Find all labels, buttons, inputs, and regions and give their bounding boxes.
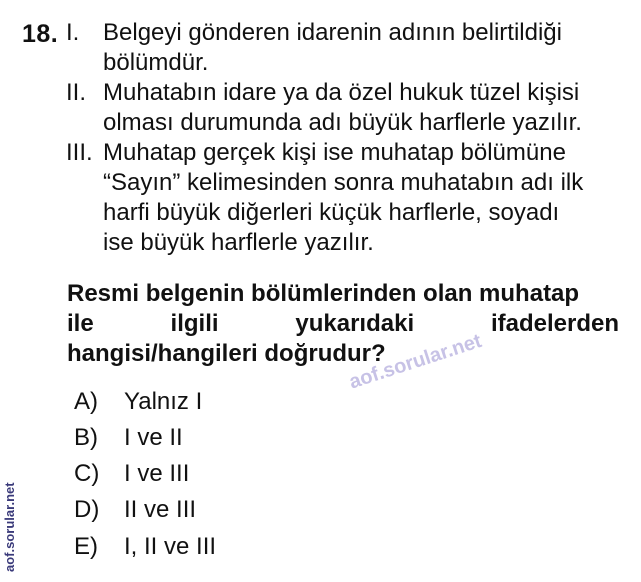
answer-option-b[interactable] — [74, 424, 183, 452]
question-prompt — [67, 279, 619, 369]
statement-roman-numeral: II. — [66, 79, 87, 106]
option-text: Yalnız I — [124, 388, 203, 415]
option-text: I, II ve III — [124, 533, 217, 560]
question-prompt-line-3: hangisi/hangileri doğrudur? — [67, 340, 386, 367]
statement-roman-numeral: III. — [66, 139, 93, 166]
question-number: 18. — [22, 20, 59, 48]
option-text: I ve II — [124, 424, 183, 451]
statement-text: Muhatabın idare ya da özel hukuk tüzel kişisi olması durumunda adı büyük harflerle yazılır. — [103, 79, 582, 136]
prompt-word: ilgili — [170, 310, 219, 337]
statement-roman-numeral: I. — [66, 19, 80, 46]
watermark-side: aof.sorular.net — [2, 482, 17, 572]
option-letter: D) — [74, 496, 100, 523]
answer-option-d[interactable] — [74, 496, 196, 524]
option-letter: C) — [74, 460, 100, 487]
option-text: II ve III — [124, 496, 197, 523]
statement-text: Muhatap gerçek kişi ise muhatap bölümüne “Sayın” kelimesinden sonra muhatabın adı ilk harfi büyük diğerleri küçük harflerle, soyadı ise büyük harflerle yazılır. — [103, 139, 584, 256]
question-prompt-line-1: Resmi belgenin bölümlerinden olan muhatap — [67, 280, 580, 307]
option-letter: B) — [74, 424, 98, 451]
statement-text: Belgeyi gönderen idarenin adının belirtildiği bölümdür. — [103, 19, 562, 76]
option-letter: A) — [74, 388, 98, 415]
statement-2 — [66, 78, 626, 138]
answer-option-e[interactable] — [74, 533, 216, 561]
watermark-center: aof.sorular.net — [346, 329, 485, 394]
answer-option-c[interactable] — [74, 460, 189, 488]
question-prompt-line-2 — [67, 309, 619, 339]
prompt-word: ifadelerden — [490, 310, 619, 337]
prompt-word: ile — [67, 310, 94, 337]
statement-3 — [66, 138, 626, 258]
statement-1 — [66, 18, 626, 78]
answer-option-a[interactable] — [74, 388, 202, 416]
option-letter: E) — [74, 533, 98, 560]
prompt-word: yukarıdaki — [295, 310, 415, 337]
option-text: I ve III — [124, 460, 190, 487]
